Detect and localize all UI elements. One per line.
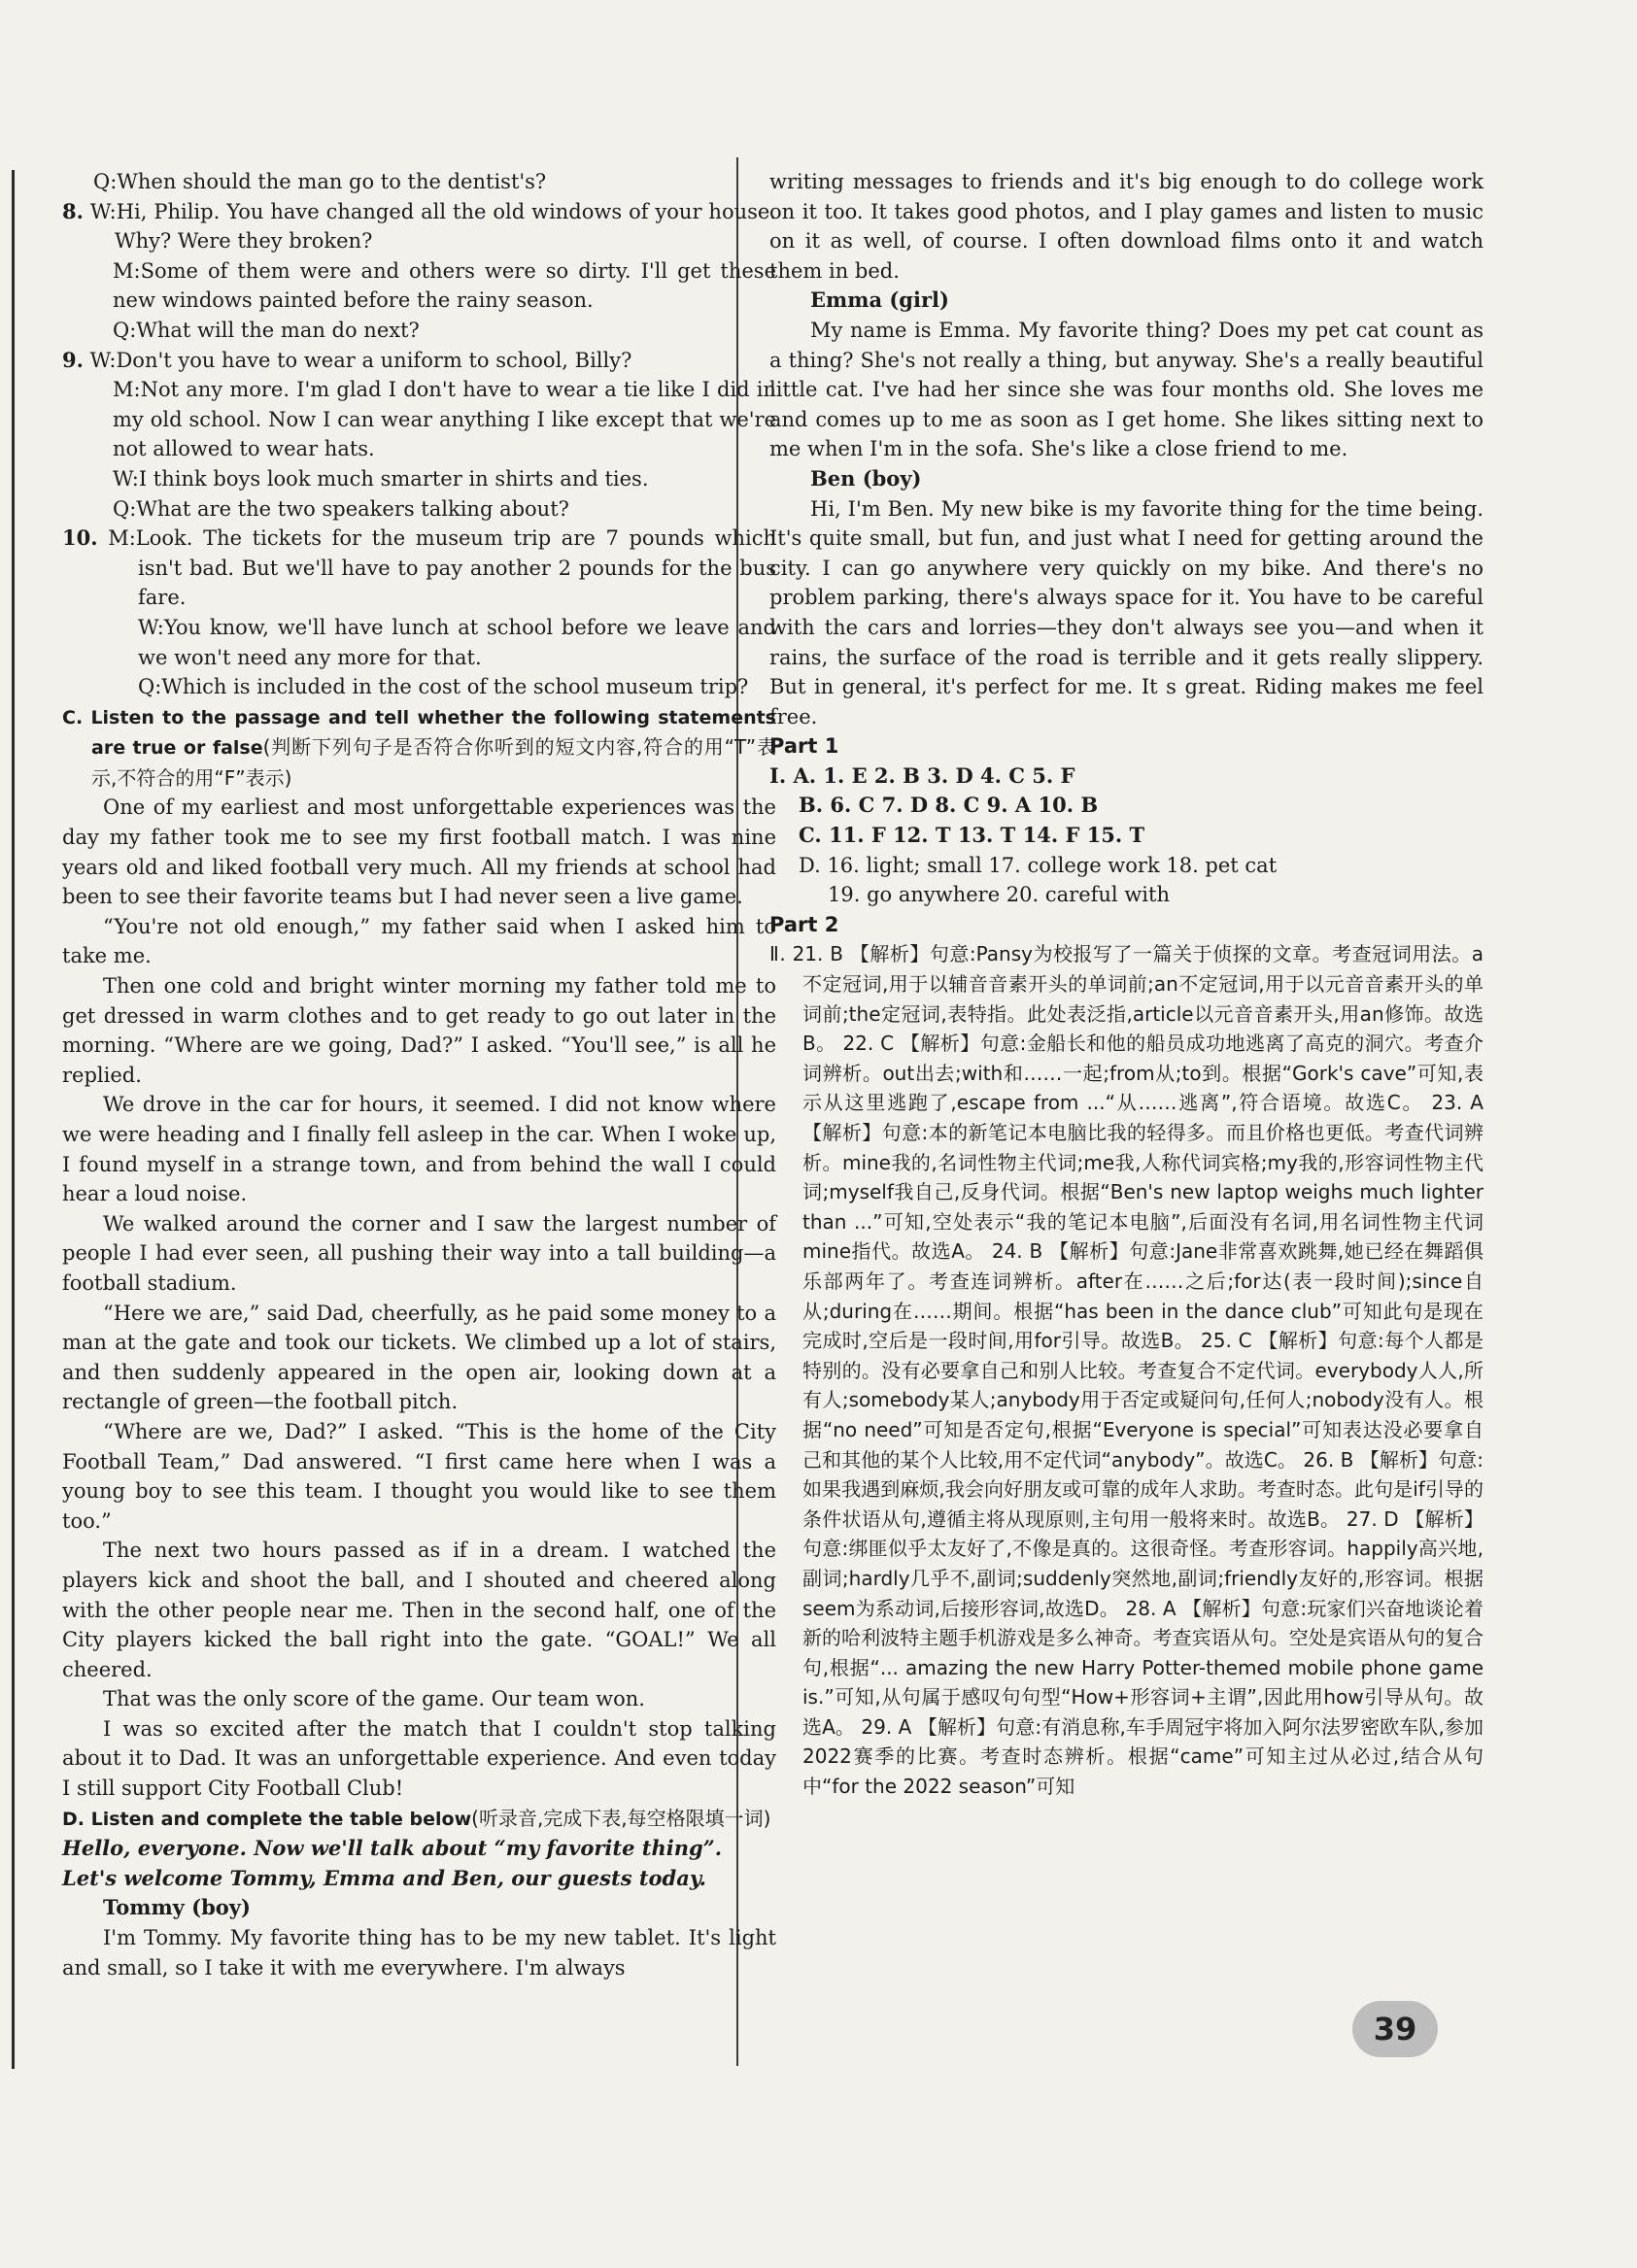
passage-paragraph: I was so excited after the match that I couldn't stop talking about it to Dad. It was an unforgettable experience. And even today I still support City Football Club! <box>62 1716 776 1801</box>
part-1-answers <box>769 762 1484 910</box>
dialogue-9-w <box>62 346 776 376</box>
section-c-title: C. Listen to the passage and tell whether the following statements are true or false <box>62 706 776 760</box>
speaker-label-tommy: Tommy (boy) <box>103 1895 251 1920</box>
dialogue-number: 10. <box>62 525 98 551</box>
part-1-title: Part 1 <box>769 734 839 759</box>
passage-paragraph: We walked around the corner and I saw the largest number of people I had ever seen, all pushing their way into a tall building—a football stadium. <box>62 1211 776 1295</box>
part-2-analysis: Ⅱ. 21. B 【解析】句意:Pansy为校报写了一篇关于侦探的文章。考查冠词用法。a不定冠词,用于以辅音音素开头的单词前;an不定冠词,用于以元音音素开头的单词前;the定冠词,表特指。此处表泛指,article以元音音素开头,用an修饰。故选B。 22. C 【解析】句意:金船长和他的船员成功地逃离了高克的洞穴。考查介词辨析。out出去;with和……一起;from从;to到。根据“Gork's cave”可知,表示从这里逃跑了,escape from ...“从……逃离”,符合语境。故选C。 23. A 【解析】句意:本的新笔记本电脑比我的轻得多。而且价格也更低。考查代词辨析。mine我的,名词性物主代词;me我,人称代词宾格;my我的,形容词性物主代词;myself我自己,反身代词。根据“Ben's new laptop weighs much lighter than ...”可知,空处表示“我的笔记本电脑”,后面没有名词,用名词性物主代词mine指代。故选A。 24. B 【解析】句意:Jane非常喜欢跳舞,她已经在舞蹈俱乐部两年了。考查连词辨析。after在……之后;for达(表一段时间);since自从;during在……期间。根据“has been in the dance club”可知此句是现在完成时,空后是一段时间,用for引导。故选B。 25. C 【解析】句意:每个人都是特别的。没有必要拿自己和别人比较。考查复合不定代词。everybody人人,所有人;somebody某人;anybody用于否定或疑问句,任何人;nobody没有人。根据“no need”可知是否定句,根据“Everyone is special”可知表达没必要拿自己和其他的某个人比较,用不定代词“anybody”。故选C。 26. B 【解析】句意:如果我遇到麻烦,我会向好朋友或可靠的成年人求助。考查时态。此句是if引导的条件状语从句,遵循主将从现原则,主句用一般将来时。故选B。 27. D 【解析】句意:绑匪似乎太友好了,不像是真的。这很奇怪。考查形容词。happily高兴地,副词;hardly几乎不,副词;suddenly突然地,副词;friendly友好的,形容词。根据seem为系动词,后接形容词,故选D。 28. A 【解析】句意:玩家们兴奋地谈论着新的哈利波特主题手机游戏是多么神奇。考查宾语从句。空处是宾语从句的复合句,根据“... amazing the new Harry Potter-themed mobile phone game is.”可知,从句属于感叹句句型“How+形容词+主谓”,因此用how引导从句。故选A。 29. A 【解析】句意:有消息称,车手周冠宇将加入阿尔法罗密欧车队,参加2022赛季的比赛。考查时态辨析。根据“came”可知主过从必过,结合从句中“for the 2022 season”可知 <box>769 942 1484 1799</box>
section-d-intro-1: Hello, everyone. Now we'll talk about “my favorite thing”. <box>62 1836 723 1861</box>
dialogue-line: M:Look. The tickets for the museum trip are 7 pounds which isn't bad. But we'll have to pay another 2 pounds for the bus fare. <box>108 526 776 610</box>
dialogue-9-m: M:Not any more. I'm glad I don't have to wear a tie like I did in my old school. Now I can wear anything I like except that we're not allowed to wear hats. <box>113 378 776 461</box>
passage-paragraph: “Where are we, Dad?” I asked. “This is the home of the City Football Team,” Dad answered. “I first came here when I was a young boy to see this team. I thought you would like to see them too.” <box>62 1419 776 1533</box>
dialogue-number: 8. <box>62 198 84 223</box>
dialogue-8-w <box>62 197 776 256</box>
passage-paragraph: The next two hours passed as if in a dream. I watched the players kick and shoot the ball, and I shouted and cheered along with the other people near me. Then in the second half, one of the City players kicked the ball right into the gate. “GOAL!” We all cheered. <box>62 1539 776 1681</box>
answer-row: B. 6. C 7. D 8. C 9. A 10. B <box>799 793 1099 818</box>
dialogue-number: 9. <box>62 347 84 372</box>
q7-question: Q:When should the man go to the dentist's? <box>93 170 547 193</box>
ben-text: Hi, I'm Ben. My new bike is my favorite thing for the time being. It's quite small, but fun, and just what I need for getting around the city. I can go anywhere very quickly on my bike. And there's no problem parking, there's always space for it. You have to be careful with the cars and lorries—they don't always see you—and when it rains, the surface of the road is terrible and it gets really slippery. But in general, it's perfect for me. It s great. Riding makes me feel free. <box>769 496 1484 728</box>
tommy-text-continued: writing messages to friends and it's big enough to do college work on it too. It takes good photos, and I play games and listen to music on it as well, of course. I often download films onto it and watch them in bed. <box>769 170 1484 283</box>
section-c-heading <box>62 702 776 794</box>
speaker-label-ben: Ben (boy) <box>810 465 922 491</box>
speaker-label-emma: Emma (girl) <box>810 288 949 313</box>
dialogue-10-q: Q:Which is included in the cost of the school museum trip? <box>138 675 749 699</box>
dialogue-line: W:Hi, Philip. You have changed all the old windows of your house. Why? Were they broken? <box>89 199 776 254</box>
answer-row: D. 16. light; small 17. college work 18. pet cat <box>799 853 1278 877</box>
passage-paragraph: One of my earliest and most unforgettable experiences was the day my father took me to see my first football match. I was nine years old and liked football very much. All my friends at school had been to see their favorite teams but I had never seen a live game. <box>62 795 776 909</box>
dialogue-8-q: Q:What will the man do next? <box>113 318 420 342</box>
left-column <box>62 167 776 1982</box>
page-number: 39 <box>1352 2001 1438 2057</box>
dialogue-line: W:Don't you have to wear a uniform to school, Billy? <box>89 348 632 372</box>
dialogue-10-w: W:You know, we'll have lunch at school before we leave and we won't need any more for that. <box>138 615 776 669</box>
dialogue-9-w2: W:I think boys look much smarter in shirts and ties. <box>113 466 649 491</box>
passage-paragraph: “You're not old enough,” my father said when I asked him to take me. <box>62 914 776 968</box>
part-2-title: Part 2 <box>769 912 839 936</box>
passage-paragraph: Then one cold and bright winter morning my father told me to get dressed in warm clothes and to get ready to go out later in the morning. “Where are we going, Dad?” I asked. “You'll see,” is all he replied. <box>62 974 776 1087</box>
dialogue-10-m <box>62 524 776 613</box>
section-d-heading <box>62 1804 776 1835</box>
tommy-text-start: I'm Tommy. My favorite thing has to be my new tablet. It's light and small, so I take it with me everywhere. I'm always <box>62 1926 776 1980</box>
section-c-note: (判断下列句子是否符合你听到的短文内容,符合的用“T”表示,不符合的用“F”表示) <box>91 735 776 790</box>
page-margin-rule <box>12 170 15 2069</box>
answer-row: C. 11. F 12. T 13. T 14. F 15. T <box>799 823 1145 848</box>
dialogue-8-m: M:Some of them were and others were so dirty. I'll get these new windows painted before the rainy season. <box>113 258 776 313</box>
section-d-title: D. Listen and complete the table below <box>62 1808 472 1830</box>
emma-text: My name is Emma. My favorite thing? Does my pet cat count as a thing? She's not really a thing, but anyway. She's a really beautiful little cat. I've had her since she was four months old. She loves me and comes up to me as soon as I get home. She likes sitting next to me when I'm in the sofa. She's like a close friend to me. <box>769 318 1484 461</box>
answer-row: 19. go anywhere 20. careful with <box>828 883 1170 907</box>
answer-row: Ⅰ. A. 1. E 2. B 3. D 4. C 5. F <box>769 762 1075 788</box>
passage-paragraph: We drove in the car for hours, it seemed. I did not know where we were heading and I finally fell asleep in the car. When I woke up, I found myself in a strange town, and from behind the wall I could hear a loud noise. <box>62 1093 776 1206</box>
section-d-intro-2: Let's welcome Tommy, Emma and Ben, our guests today. <box>62 1865 706 1890</box>
right-column <box>769 167 1484 1802</box>
passage-paragraph: That was the only score of the game. Our team won. <box>103 1687 645 1711</box>
dialogue-9-q: Q:What are the two speakers talking about? <box>113 496 569 521</box>
passage-paragraph: “Here we are,” said Dad, cheerfully, as he paid some money to a man at the gate and took our tickets. We climbed up a lot of stairs, and then suddenly appeared in the open air, looking down at a rectangle of green—the football pitch. <box>62 1301 776 1414</box>
section-d-note: (听录音,完成下表,每空格限填一词) <box>471 1806 771 1830</box>
